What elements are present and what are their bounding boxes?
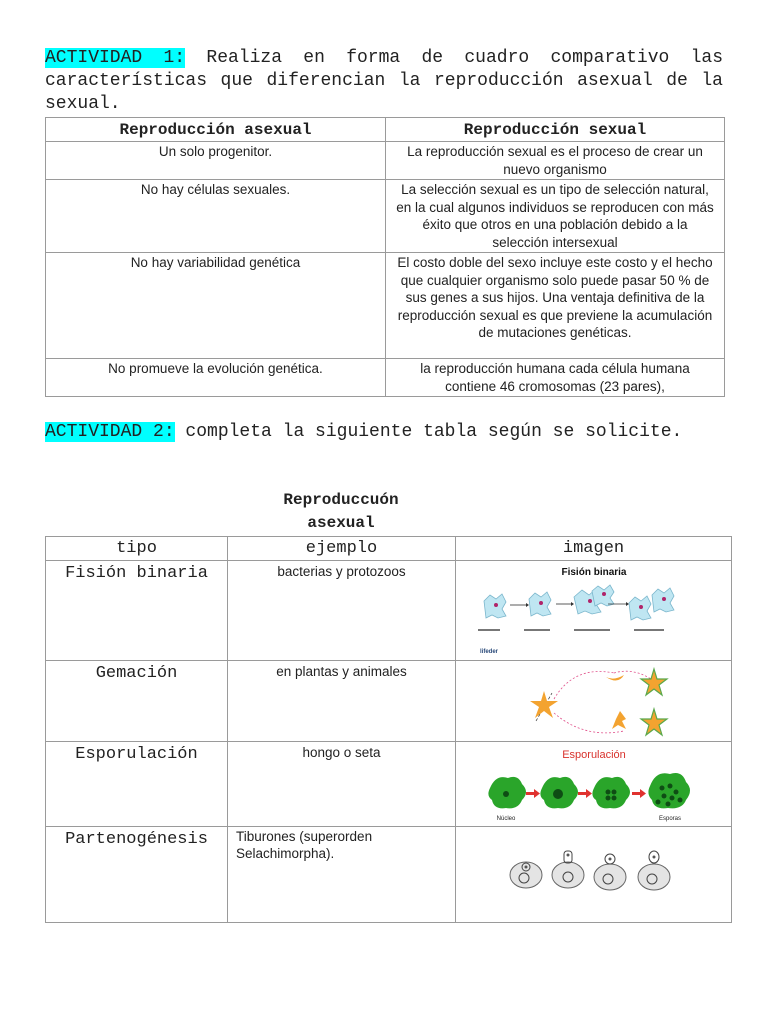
starfish-adult xyxy=(641,709,667,735)
cell-ejemplo: en plantas y animales xyxy=(228,661,456,742)
cell-imagen xyxy=(456,661,732,742)
table-row xyxy=(46,661,732,742)
starfish-adult xyxy=(641,669,667,695)
spores-label: Esporas xyxy=(658,816,681,822)
table-row xyxy=(46,253,725,359)
fission-credit: lifeder xyxy=(479,649,498,655)
table-row xyxy=(46,561,732,661)
cell-tipo: Gemación xyxy=(46,661,228,742)
starfish-bud xyxy=(606,675,624,681)
cell-sexual: El costo doble del sexo incluye este costo y el hecho que cualquier organismo solo puede pasar 50 % de sus genes a sus hijos. Una ventaja definitiva de la reproducción sexual es que previene la acumulación de mutaciones genéticas. xyxy=(386,253,725,359)
cell-asexual: No hay células sexuales. xyxy=(46,180,386,253)
table-row xyxy=(46,180,725,253)
cell-ejemplo: hongo o seta xyxy=(228,742,456,827)
yeast-cell xyxy=(638,864,670,890)
cell-imagen xyxy=(456,561,732,661)
cell-asexual: No hay variabilidad genética xyxy=(46,253,386,359)
starfish-bud xyxy=(612,711,626,729)
table-2-title: Reproduccuón asexual xyxy=(283,491,399,532)
cell-sexual: La selección sexual es un tipo de selección natural, en la cual algunos individuos se reproducen con más éxito que otros en una población debido a la selección intersexual xyxy=(386,180,725,253)
header-sexual: Reproducción sexual xyxy=(386,118,725,142)
header-tipo: tipo xyxy=(46,537,228,561)
cell-tipo: Partenogénesis xyxy=(46,827,228,923)
table-row xyxy=(46,359,725,397)
types-table-header xyxy=(46,537,732,561)
yeast-cell xyxy=(552,862,584,888)
comparison-table-header xyxy=(46,118,725,142)
cell-asexual: No promueve la evolución genética. xyxy=(46,359,386,397)
table-row xyxy=(46,742,732,827)
cell-sexual: la reproducción humana cada célula humana contiene 46 cromosomas (23 pares), xyxy=(386,359,725,397)
cell-sexual: La reproducción sexual es el proceso de crear un nuevo organismo xyxy=(386,142,725,180)
sporulation-image xyxy=(484,742,704,826)
budding-image xyxy=(514,661,674,741)
spore-cell xyxy=(592,777,630,808)
parthenogenesis-image xyxy=(504,827,684,907)
binary-fission-image xyxy=(474,561,714,657)
cell-tipo: Esporulación xyxy=(46,742,228,827)
fission-caption: Fisión binaria xyxy=(560,567,627,578)
activity-1-label: ACTIVIDAD 1: xyxy=(45,48,186,68)
cell-asexual: Un solo progenitor. xyxy=(46,142,386,180)
table-row xyxy=(46,827,732,923)
header-ejemplo: ejemplo xyxy=(228,537,456,561)
asexual-types-table xyxy=(45,536,732,923)
comparison-table xyxy=(45,117,725,397)
table-row xyxy=(46,142,725,180)
activity-2-text: completa la siguiente tabla según se solicite. xyxy=(174,422,683,442)
cell-ejemplo: Tiburones (superorden Selachimorpha). xyxy=(228,827,456,923)
activity-2-label: ACTIVIDAD 2: xyxy=(45,422,175,442)
header-asexual: Reproducción asexual xyxy=(46,118,386,142)
activity-1-instruction xyxy=(45,47,723,116)
header-imagen: imagen xyxy=(456,537,732,561)
cell-tipo: Fisión binaria xyxy=(46,561,228,661)
sporulation-caption: Esporulación xyxy=(561,749,626,761)
activity-2-instruction xyxy=(45,421,723,444)
starfish xyxy=(530,691,558,718)
yeast-cell xyxy=(594,864,626,890)
cell-ejemplo: bacterias y protozoos xyxy=(228,561,456,661)
nucleus-label: Núcleo xyxy=(496,816,515,822)
activity-1-text: Realiza en forma de cuadro comparativo las características que diferencian la reproducción asexual de la sexual. xyxy=(45,48,723,114)
cell-imagen xyxy=(456,742,732,827)
cell-imagen xyxy=(456,827,732,923)
